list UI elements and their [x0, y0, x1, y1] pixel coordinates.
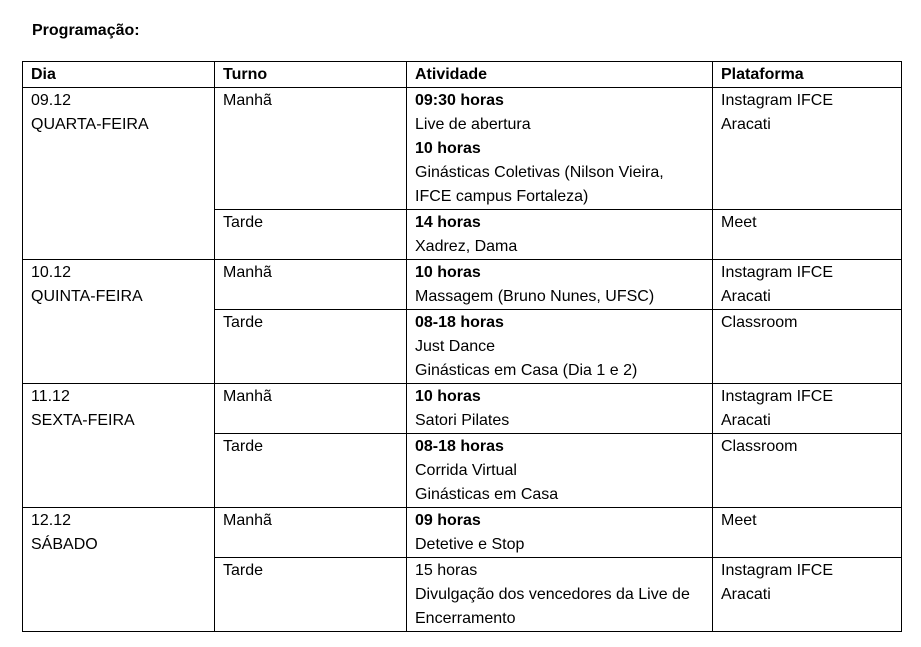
platform-name: Instagram IFCE	[721, 388, 834, 405]
activity-cell	[407, 88, 713, 210]
platform-cell	[713, 310, 902, 384]
activity-cell	[407, 260, 713, 310]
platform-cell	[713, 508, 902, 558]
activity-time: 14 horas	[415, 214, 481, 231]
column-header-atividade: Atividade	[407, 62, 713, 88]
activity-cell	[407, 558, 713, 632]
platform-cell	[713, 88, 902, 210]
table-row	[23, 508, 902, 558]
platform-name: Aracati	[721, 586, 771, 603]
activity-description: Satori Pilates	[415, 412, 510, 429]
day-date: 10.12	[31, 264, 72, 281]
activity-cell	[407, 210, 713, 260]
column-header-dia: Dia	[23, 62, 215, 88]
activity-description: 15 horas	[415, 562, 478, 579]
day-weekday: SÁBADO	[31, 536, 98, 553]
activity-cell	[407, 384, 713, 434]
activity-time: 08-18 horas	[415, 438, 504, 455]
turno-cell: Manhã	[215, 384, 407, 434]
turno-cell: Manhã	[215, 508, 407, 558]
platform-cell	[713, 260, 902, 310]
platform-cell	[713, 210, 902, 260]
day-date: 12.12	[31, 512, 72, 529]
platform-cell	[713, 558, 902, 632]
day-cell	[23, 260, 215, 384]
activity-description: Corrida Virtual	[415, 462, 517, 479]
activity-description: Ginásticas em Casa	[415, 486, 559, 503]
platform-name: Aracati	[721, 288, 771, 305]
platform-name: Instagram IFCE	[721, 562, 834, 579]
activity-description: Ginásticas Coletivas (Nilson Vieira, IFCE campus Fortaleza)	[415, 164, 664, 205]
table-row	[23, 88, 902, 210]
turno-cell: Tarde	[215, 434, 407, 508]
platform-name: Aracati	[721, 412, 771, 429]
day-cell	[23, 88, 215, 260]
activity-description: Ginásticas em Casa (Dia 1 e 2)	[415, 362, 638, 379]
turno-cell: Manhã	[215, 260, 407, 310]
turno-cell: Tarde	[215, 210, 407, 260]
activity-description: Xadrez, Dama	[415, 238, 518, 255]
activity-time: 10 horas	[415, 264, 481, 281]
platform-cell	[713, 434, 902, 508]
activity-description: Detetive e Stop	[415, 536, 525, 553]
activity-description: Divulgação dos vencedores da Live de Encerramento	[415, 586, 690, 627]
table-row	[23, 260, 902, 310]
activity-description: Live de abertura	[415, 116, 531, 133]
day-weekday: SEXTA-FEIRA	[31, 412, 135, 429]
day-cell	[23, 384, 215, 508]
activity-description: Massagem (Bruno Nunes, UFSC)	[415, 288, 655, 305]
activity-time: 09 horas	[415, 512, 481, 529]
schedule-body	[23, 88, 902, 632]
activity-description: Just Dance	[415, 338, 496, 355]
day-weekday: QUARTA-FEIRA	[31, 116, 149, 133]
activity-time: 08-18 horas	[415, 314, 504, 331]
platform-cell	[713, 384, 902, 434]
activity-cell	[407, 310, 713, 384]
activity-cell	[407, 508, 713, 558]
table-row	[23, 384, 902, 434]
platform-name: Classroom	[721, 438, 798, 455]
schedule-table	[22, 61, 902, 632]
day-date: 11.12	[31, 388, 70, 405]
column-header-turno: Turno	[215, 62, 407, 88]
activity-time: 10 horas	[415, 388, 481, 405]
table-header-row	[23, 62, 902, 88]
turno-cell: Tarde	[215, 558, 407, 632]
activity-time: 09:30 horas	[415, 92, 504, 109]
day-date: 09.12	[31, 92, 72, 109]
platform-name: Classroom	[721, 314, 798, 331]
platform-name: Meet	[721, 214, 757, 231]
platform-name: Aracati	[721, 116, 771, 133]
page-title: Programação:	[32, 22, 140, 39]
platform-name: Meet	[721, 512, 757, 529]
platform-name: Instagram IFCE	[721, 92, 834, 109]
activity-time: 10 horas	[415, 140, 481, 157]
day-weekday: QUINTA-FEIRA	[31, 288, 143, 305]
column-header-plataforma: Plataforma	[713, 62, 902, 88]
turno-cell: Manhã	[215, 88, 407, 210]
turno-cell: Tarde	[215, 310, 407, 384]
platform-name: Instagram IFCE	[721, 264, 834, 281]
activity-cell	[407, 434, 713, 508]
day-cell	[23, 508, 215, 632]
